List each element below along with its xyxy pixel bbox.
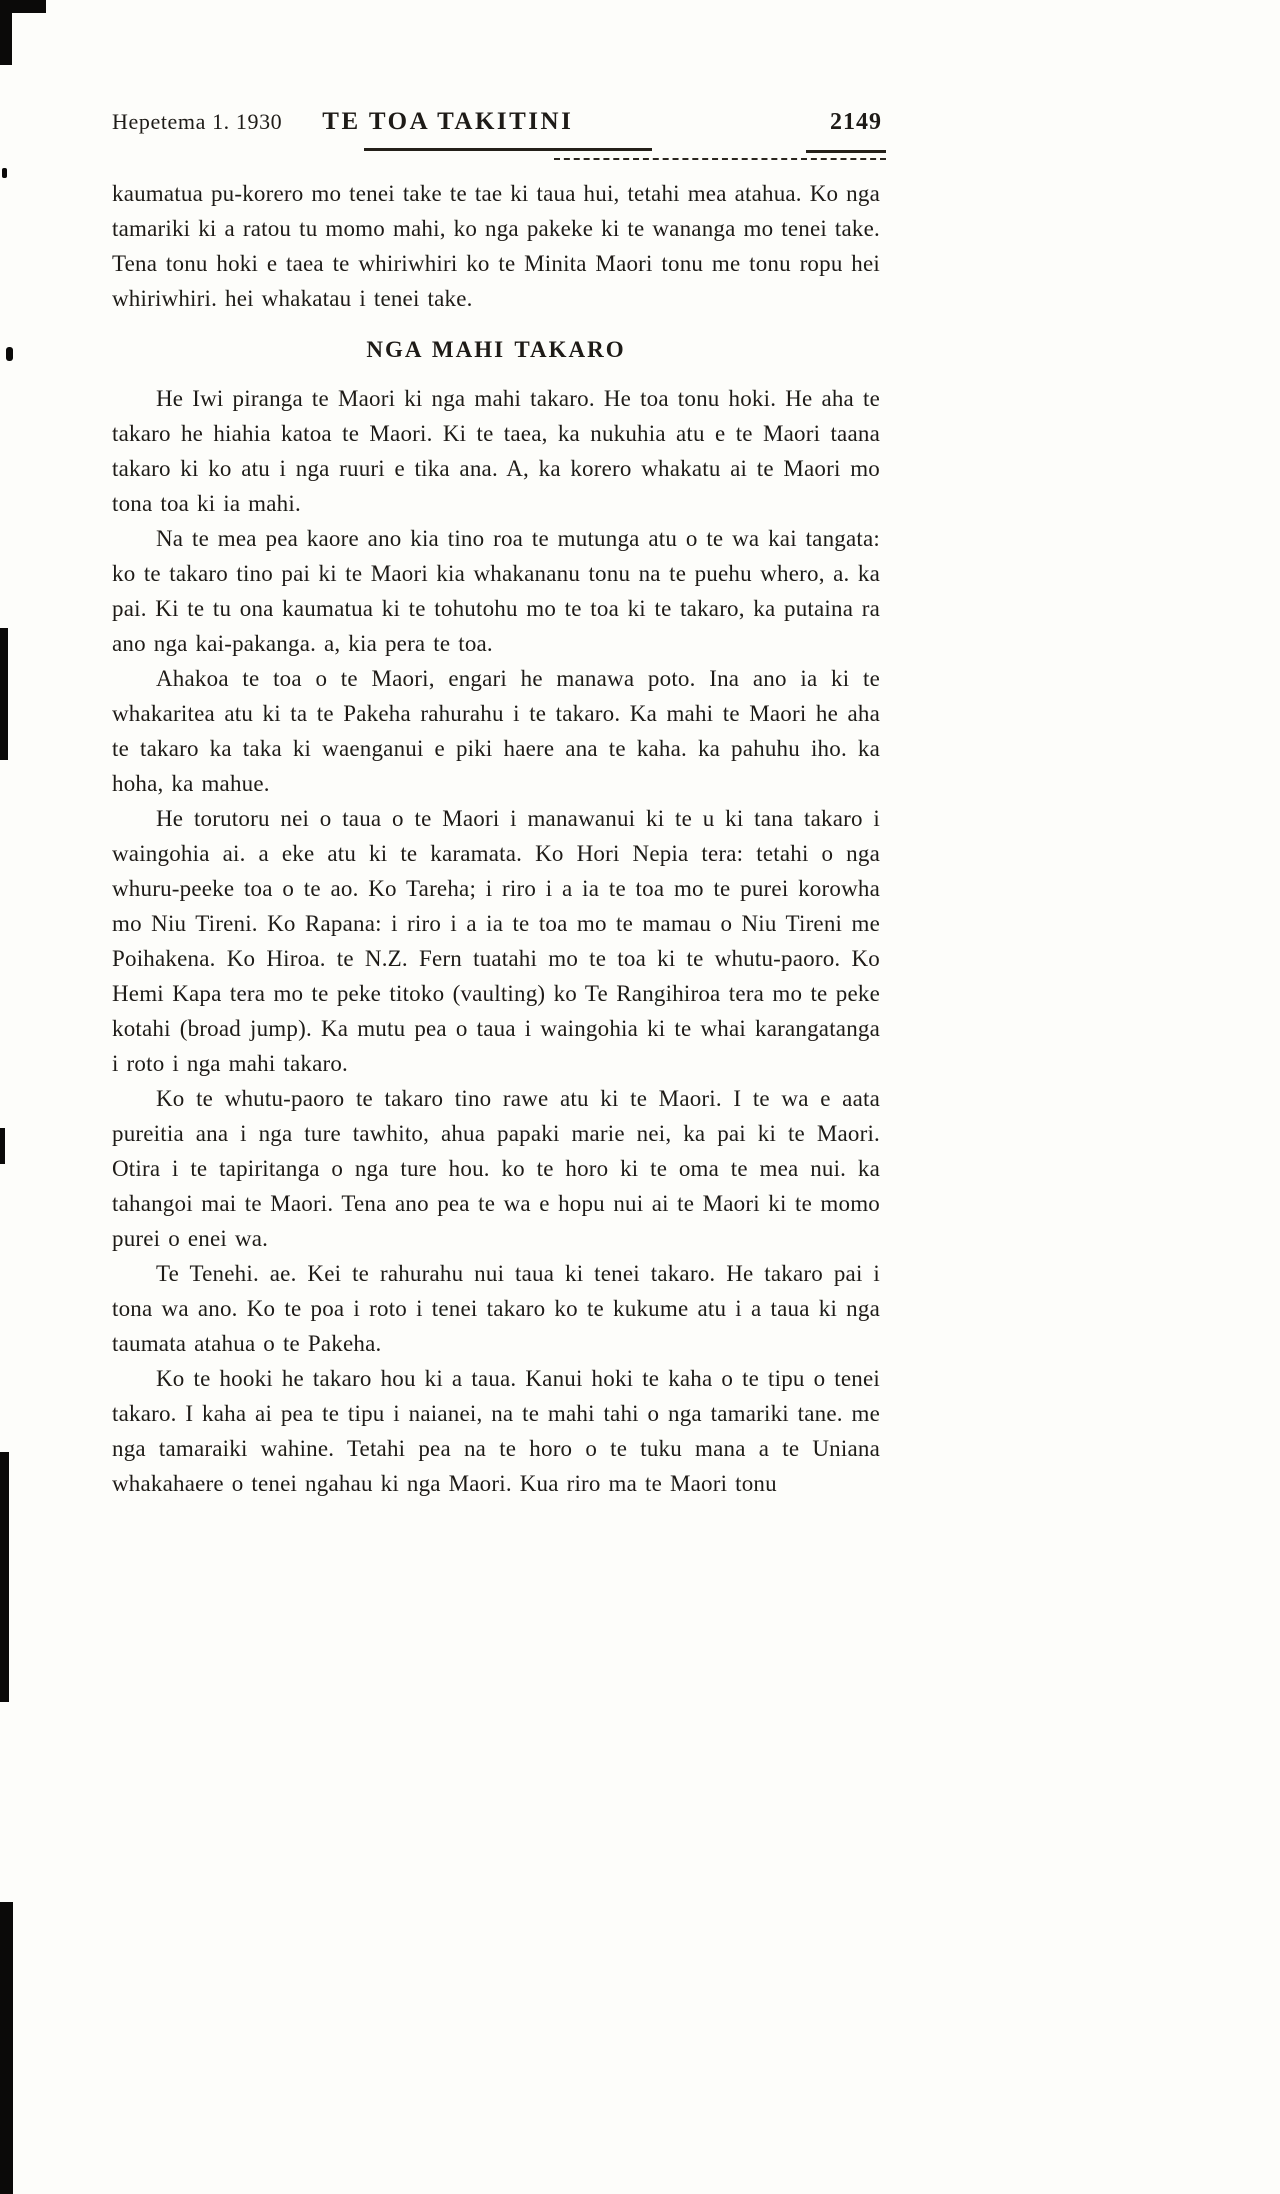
- paragraph-7: Ko te hooki he takaro hou ki a taua. Kanui hoki te kaha o te tipu o tenei takaro. I kaha ai pea te tipu i naianei, na te mahi tahi o nga tamariki tane. me nga tamaraiki wahine. Tetahi pea na te horo o te tuku mana a te Uniana whakahaere o tenei ngahau ki nga Maori. Kua riro ma te Maori tonu: [112, 1366, 880, 1496]
- scan-artifact: [2, 168, 7, 178]
- scan-artifact: [0, 0, 46, 13]
- issue-date: Hepetema 1. 1930: [112, 109, 283, 134]
- masthead-rule-pageno: [806, 150, 886, 153]
- scan-artifact: [0, 1902, 13, 2194]
- scan-artifact: [0, 13, 12, 65]
- paragraph-4: He torutoru nei o taua o te Maori i manawanui ki te u ki tana takaro i waingohia ai. a eke atu ki te karamata. Ko Hori Nepia tera: tetahi o nga whuru-peeke toa o te ao. Ko Tareha; i riro i a ia te toa mo te purei korowha mo Niu Tireni. Ko Rapana: i riro i a ia te toa mo te mamau o Niu Tireni me Poihakena. Ko Hiroa. te N.Z. Fern tuatahi mo te toa ki te whutu-paoro. Ko Hemi Kapa tera mo te peke titoko (vaulting) ko Te Rangihiroa tera mo te peke kotahi (broad jump). Ka mutu pea o taua i waingohia ki te whai karangatanga i roto i nga mahi takaro.: [112, 806, 880, 1076]
- scan-artifact: [0, 628, 8, 760]
- publication-title: TE TOA TAKITINI: [322, 108, 574, 135]
- masthead-rule-title: [364, 148, 652, 151]
- paragraph-5: Ko te whutu-paoro te takaro tino rawe atu ki te Maori. I te wa e aata pureitia ana i nga ture tawhito, ahua papaki marie nei, ka pai ki te Maori. Otira i te tapiritanga o nga ture hou. ko te horo ki te oma te mea nui. ka tahangoi mai te Maori. Tena ano pea te wa e hopu nui ai te Maori ki te momo purei o enei wa.: [112, 1086, 880, 1251]
- masthead-rule-dashed: [554, 158, 886, 160]
- scan-artifact: [6, 347, 13, 361]
- paragraph-continuation: kaumatua pu-korero mo tenei take te tae ki taua hui, tetahi mea atahua. Ko nga tamariki ki a ratou tu momo mahi, ko nga pakeke ki te wananga mo tenei take. Tena tonu hoki e taea te whiriwhiri ko te Minita Maori tonu me tonu ropu hei whiriwhiri. hei whakatau i tenei take.: [112, 181, 880, 311]
- paragraph-1: He Iwi piranga te Maori ki nga mahi takaro. He toa tonu hoki. He aha te takaro he hiahia katoa te Maori. Ki te taea, ka nukuhia atu e te Maori taana takaro ki ko atu i nga ruuri e tika ana. A, ka korero whakatu ai te Maori mo tona toa ki ia mahi.: [112, 386, 880, 516]
- page-number: 2149: [830, 109, 882, 135]
- scan-artifact: [0, 1128, 5, 1164]
- paragraph-3: Ahakoa te toa o te Maori, engari he manawa poto. Ina ano ia ki te whakaritea atu ki ta te Pakeha rahurahu i te takaro. Ka mahi te Maori he aha te takaro ka taka ki waenganui e piki haere ana te kaha. ka pahuhu iho. ka hoha, ka mahue.: [112, 666, 880, 796]
- paragraph-2: Na te mea pea kaore ano kia tino roa te mutunga atu o te wa kai tangata: ko te takaro tino pai ki te Maori kia whakananu tonu na te puehu whero, a. ka pai. Ki te tu ona kaumatua ki te tohutohu mo te toa ki te takaro, ka putaina ra ano nga kai-pakanga. a, kia pera te toa.: [112, 526, 880, 656]
- scan-artifact: [0, 1452, 9, 1702]
- masthead: [112, 108, 882, 136]
- paragraph-6: Te Tenehi. ae. Kei te rahurahu nui taua ki tenei takaro. He takaro pai i tona wa ano. Ko te poa i roto i tenei takaro ko te kukume atu i a taua ki nga taumata atahua o te Pakeha.: [112, 1261, 880, 1356]
- article-body: [112, 176, 880, 1501]
- section-heading: NGA MAHI TAKARO: [366, 337, 626, 362]
